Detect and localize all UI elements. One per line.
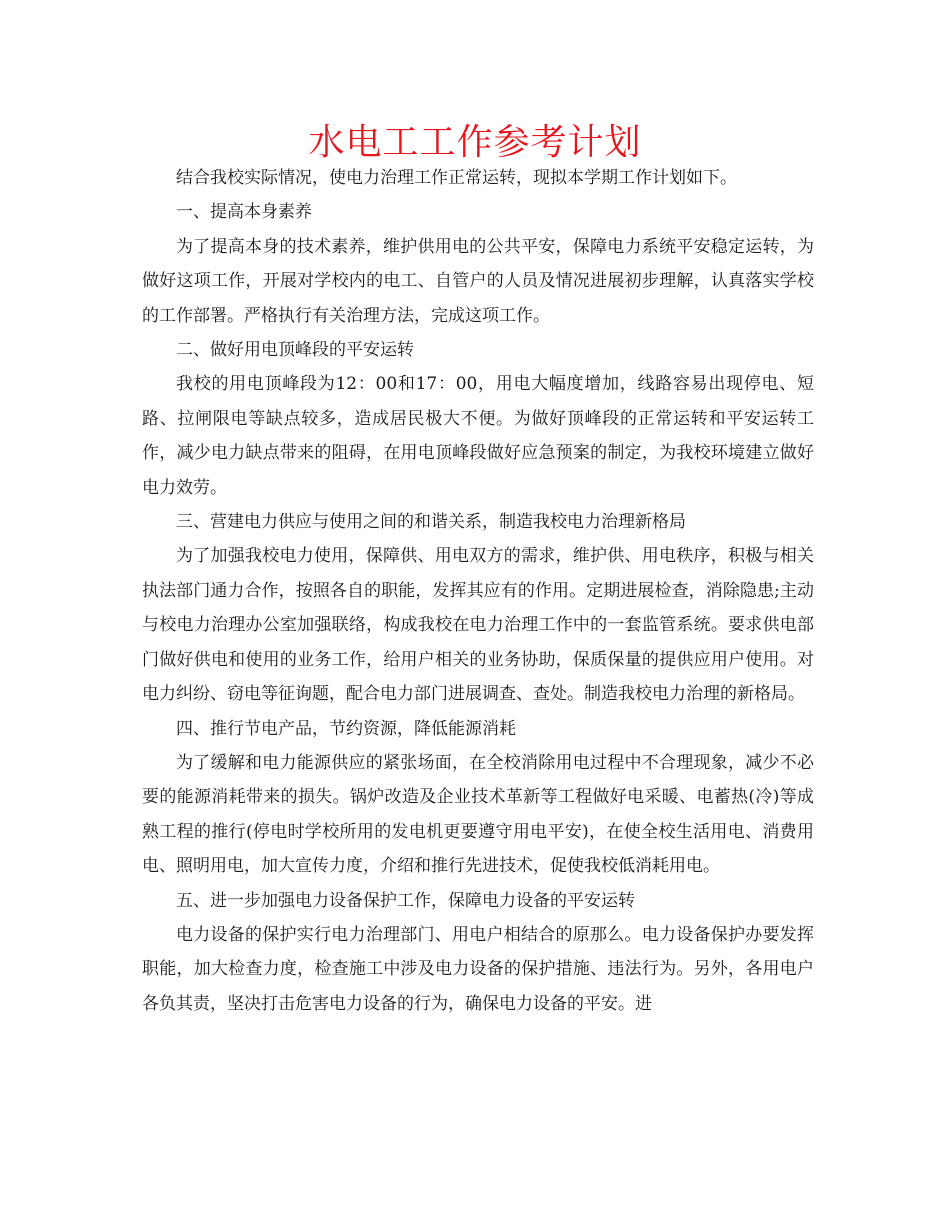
section-paragraph-1: 为了提高本身的技术素养，维护供用电的公共平安，保障电力系统平安稳定运转，为做好这项工作，开展对学校内的电工、自管户的人员及情况进展初步理解，认真落实学校的工作部署。严格执行有关治理方法，完成这项工作。: [142, 236, 814, 326]
document-title: 水电工工作参考计划: [308, 122, 642, 163]
section-heading-2: 二、做好用电顶峰段的平安运转: [176, 340, 414, 361]
section-paragraph-5: 电力设备的保护实行电力治理部门、用电户相结合的原那么。电力设备保护办要发挥职能，加大检查力度，检查施工中涉及电力设备的保护措施、违法行为。另外，各用电户各负其责，坚决打击危害电力设备的行为，确保电力设备的平安。进: [142, 924, 814, 1014]
section-heading-3: 三、营建电力供应与使用之间的和谐关系，制造我校电力治理新格局: [176, 512, 686, 533]
section-paragraph-4: 为了缓解和电力能源供应的紧张场面，在全校消除用电过程中不合理现象，减少不必要的能源消耗带来的损失。锅炉改造及企业技术革新等工程做好电采暖、电蓄热(冷)等成熟工程的推行(停电时学校所用的发电机更要遵守用电平安)，在使全校生活用电、消费用电、照明用电，加大宣传力度，介绍和推行先进技术，促使我校低消耗用电。: [142, 752, 814, 877]
section-heading-1: 一、提高本身素养: [176, 202, 312, 223]
intro-paragraph: 结合我校实际情况，使电力治理工作正常运转，现拟本学期工作计划如下。: [176, 168, 737, 188]
document-body: [142, 161, 814, 1021]
section-heading-5: 五、进一步加强电力设备保护工作，保障电力设备的平安运转: [176, 890, 635, 911]
section-paragraph-3: 为了加强我校电力使用，保障供、用电双方的需求，维护供、用电秩序，积极与相关执法部门通力合作，按照各自的职能，发挥其应有的作用。定期进展检查，消除隐患;主动与校电力治理办公室加强联络，构成我校在电力治理工作中的一套监管系统。要求供电部门做好供电和使用的业务工作，给用户相关的业务协助，保质保量的提供应用户使用。对电力纠纷、窃电等征询题，配合电力部门进展调查、查处。制造我校电力治理的新格局。: [142, 546, 814, 705]
section-heading-4: 四、推行节电产品，节约资源，降低能源消耗: [176, 718, 516, 739]
section-paragraph-2: 我校的用电顶峰段为12：00和17：00，用电大幅度增加，线路容易出现停电、短路、拉闸限电等缺点较多，造成居民极大不便。为做好顶峰段的正常运转和平安运转工作，减少电力缺点带来的阻碍，在用电顶峰段做好应急预案的制定，为我校环境建立做好电力效劳。: [142, 374, 814, 498]
